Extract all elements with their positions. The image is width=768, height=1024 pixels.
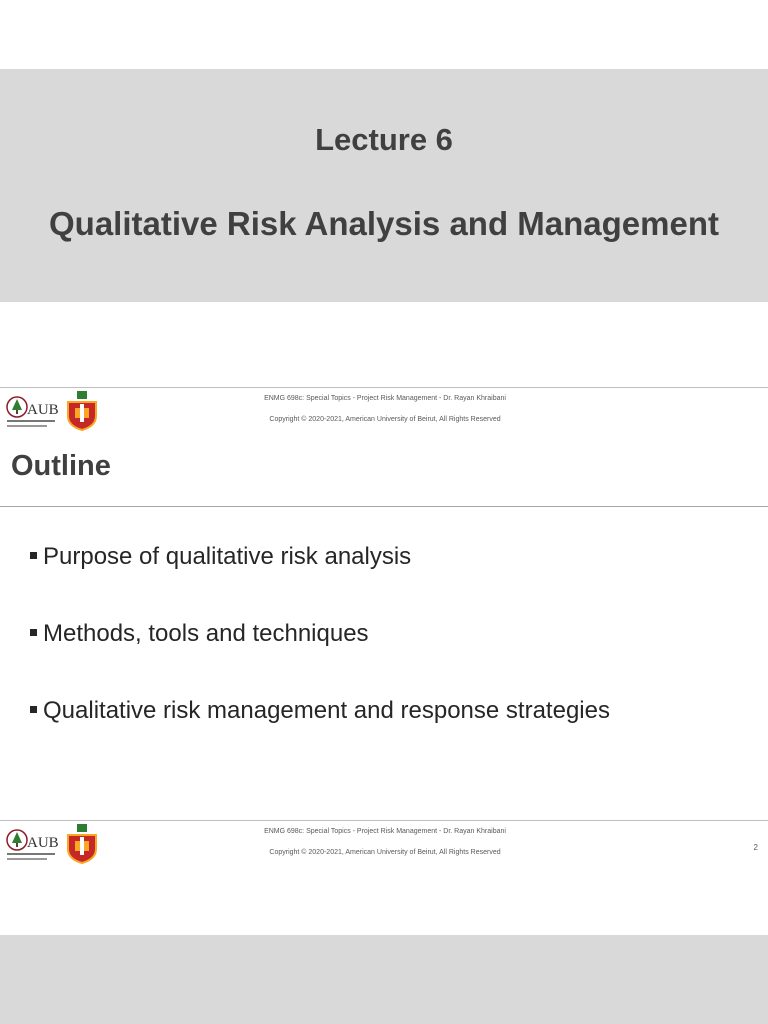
lecture-title: Qualitative Risk Analysis and Management [49,205,719,242]
square-bullet-icon [30,706,37,713]
aub-logo-text: AUB [27,835,59,851]
outline-heading: Outline [11,450,111,482]
footer-copyright: Copyright © 2020-2021, American University of Beirut, All Rights Reserved [269,849,501,856]
footer-course: ENMG 698c: Special Topics - Project Risk Management - Dr. Rayan Khraibani [264,828,506,835]
page-number: 2 [753,843,758,852]
slide-footer [0,387,768,434]
divider [0,506,768,507]
footer-copyright: Copyright © 2020-2021, American University of Beirut, All Rights Reserved [269,416,501,423]
slide-footer [0,820,768,867]
bullet-text: Qualitative risk management and response strategies [43,697,610,724]
aub-logo-text: AUB [27,402,59,418]
next-slide-band [0,935,768,1024]
bullet-text: Purpose of qualitative risk analysis [43,543,412,570]
title-slide-band [0,69,768,302]
lecture-number: Lecture 6 [315,122,453,157]
footer-course: ENMG 698c: Special Topics - Project Risk Management - Dr. Rayan Khraibani [264,395,506,402]
bullet-text: Methods, tools and techniques [43,620,369,647]
square-bullet-icon [30,629,37,636]
square-bullet-icon [30,552,37,559]
